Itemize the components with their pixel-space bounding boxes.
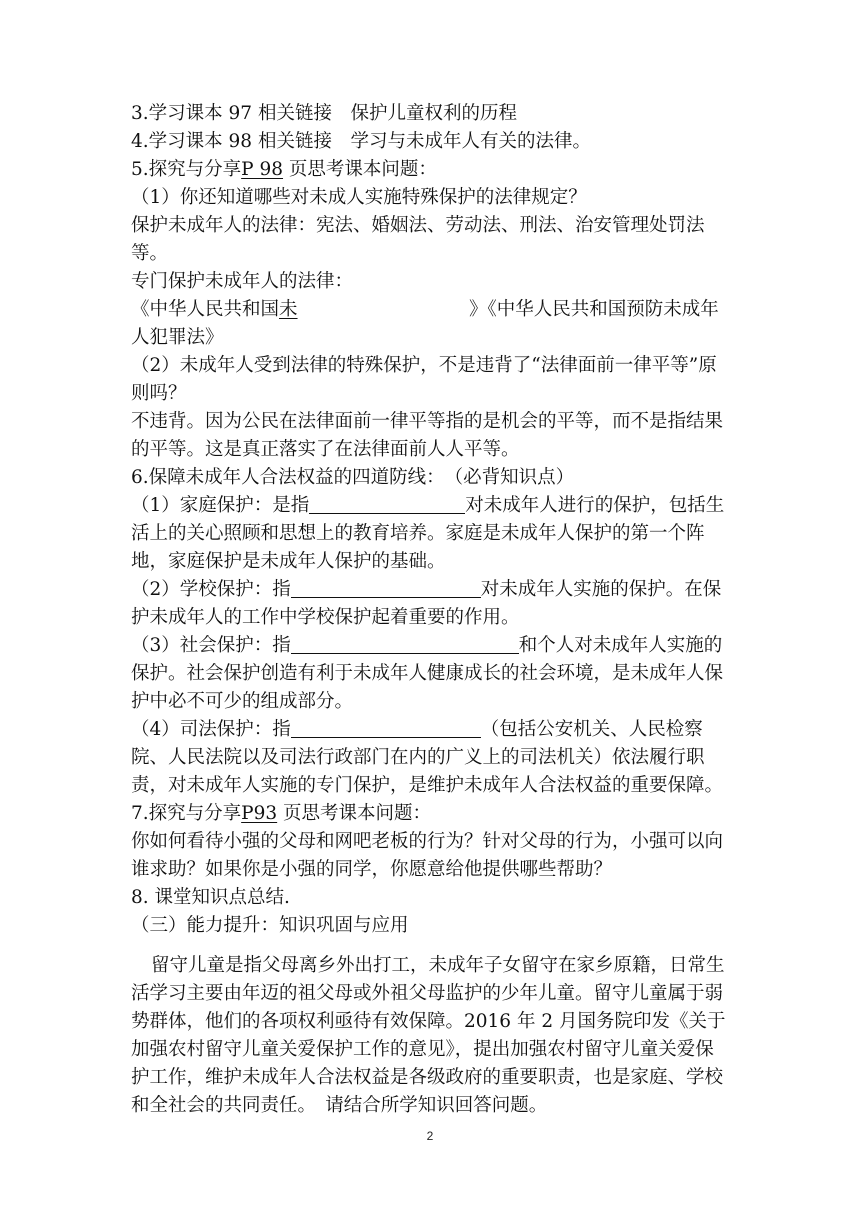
answer-1-laws [131,296,731,352]
section-3-heading: （三）能力提升：知识巩固与应用 [131,915,409,936]
protection-judicial [131,716,731,800]
protection-school [131,576,731,632]
fill-blank-society [291,633,519,654]
fill-blank-judicial [291,717,481,738]
protection-society [131,632,731,716]
item-6: 6.保障未成年人合法权益的四道防线： （必背知识点） [131,467,575,488]
protection-judicial-text: （包括公安机关、人民检察院、人民法院以及司法行政部门在内的广义上的司法机关）依法履行职责，对未成年人实施的专门保护，是维护未成年人合法权益的重要保障。 [131,719,724,796]
section-gap [131,940,731,952]
item-5-lead: 5.探究与分享 [131,159,242,180]
protection-family-text: 对未成年人进行的保护，包括生活上的关心照顾和思想上的教育培养。家庭是未成年人保护的第一个阵地，家庭保护是未成年人保护的基础。 [131,495,725,572]
law-fill-blank [279,296,469,324]
item-4: 4.学习课本 98 相关链接 学习与未成年人有关的法律。 [131,131,591,152]
item-5 [131,156,731,184]
item-8: 8. 课堂知识点总结. [131,887,290,908]
item-7-lead: 7.探究与分享 [131,803,242,824]
item-7-page-ref: P93 [241,803,278,824]
fill-blank-family [309,493,465,514]
answer-1: 保护未成年人的法律：宪法、婚姻法、劳动法、刑法、治安管理处罚法等。 [131,215,705,264]
answer-1-heading: 专门保护未成年人的法律： [131,271,354,292]
question-1: （1）你还知道哪些对未成人实施特殊保护的法律规定？ [131,187,587,208]
law-name-prefix: 《中华人民共和国 [131,299,280,320]
protection-family-lead: （1）家庭保护：是指 [131,495,310,516]
question-7: 你如何看待小强的父母和网吧老板的行为？针对父母的行为，小强可以向谁求助？如果你是小强的同学，你愿意给他提供哪些帮助？ [131,831,724,880]
protection-society-text: 和个人对未成年人实施的保护。社会保护创造有利于未成年人健康成长的社会环境，是未成年人保护中必不可少的组成部分。 [131,635,724,712]
protection-society-lead: （3）社会保护：指 [131,635,291,656]
fill-blank-school [291,577,481,598]
question-2: （2）未成年人受到法律的特殊保护，不是违背了“法律面前一律平等”原则吗？ [131,355,717,404]
protection-school-text: 对未成年人实施的保护。在保护未成年人的工作中学校保护起着重要的作用。 [131,579,722,628]
item-3: 3.学习课本 97 相关链接 保护儿童权利的历程 [131,103,517,124]
page-number: 2 [426,1129,434,1143]
item-5-tail: 页思考课本问题： [283,159,437,180]
item-5-page-ref: P 98 [241,159,284,180]
protection-school-lead: （2）学校保护：指 [131,579,291,600]
protection-family [131,492,731,576]
left-behind-children-paragraph: 留守儿童是指父母离乡外出打工，未成年子女留守在家乡原籍，日常生活学习主要由年迈的祖父母或外祖父母监护的少年儿童。留守儿童属于弱势群体，他们的各项权利亟待有效保障。2016 年 2 月国务院印发《关于加强农村留守儿童关爱保护工作的意见》，提出加强农村留守儿童关爱保护工作，维护未成年人合法权益是各级政府的重要职责，也是家庭、学校和全社会的共同责任。 请结合所学知识回答问题。 [131,955,726,1116]
law-name-suffix: 》《中华人民共和国预防未成年人犯罪法》 [131,299,719,348]
answer-2: 不违背。因为公民在法律面前一律平等指的是机会的平等，而不是指结果的平等。这是真正落实了在法律面前人人平等。 [131,411,724,460]
item-7 [131,800,731,828]
item-7-tail: 页思考课本问题： [277,803,432,824]
protection-judicial-lead: （4）司法保护：指 [131,719,291,740]
page-content [131,100,731,1120]
law-fill-blank-hint: 未 [279,299,298,320]
